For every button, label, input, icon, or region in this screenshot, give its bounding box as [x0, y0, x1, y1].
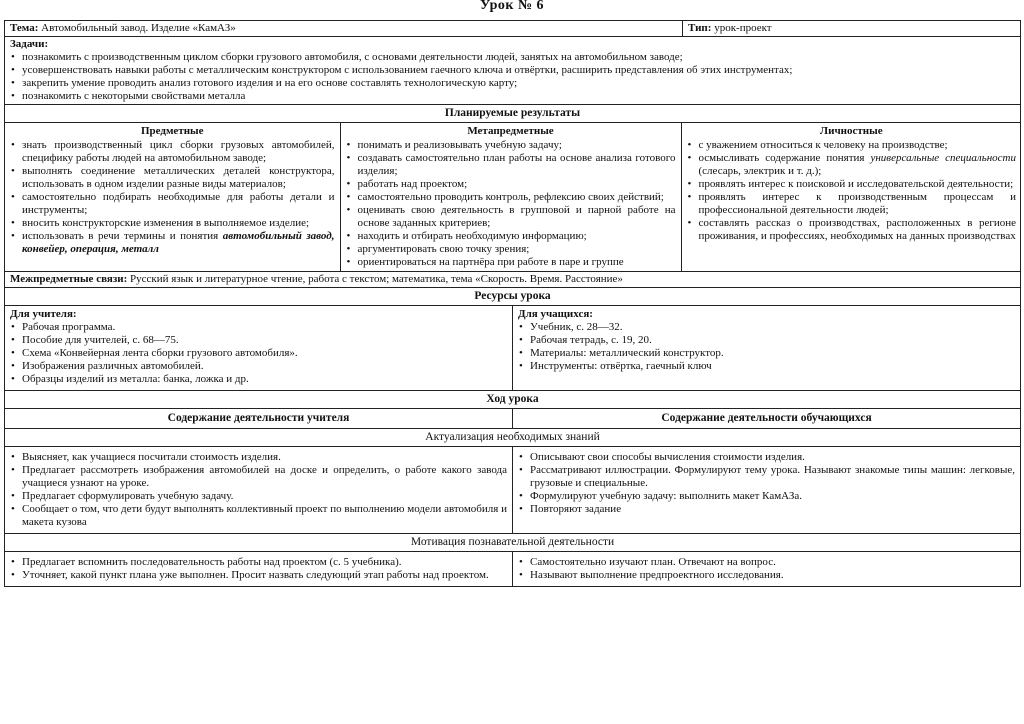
interdisciplinary-value: Русский язык и литературное чтение, работа с текстом; математика, тема «Скорость. Время. Расстояние» — [130, 273, 623, 285]
type-value: урок-проект — [714, 22, 772, 34]
personal-results — [681, 123, 1021, 271]
stage-title: Актуализация необходимых знаний — [5, 429, 1021, 447]
lesson-flow-columns-row — [5, 409, 1021, 429]
list-item: • оценивать свою деятельность в групповой и парной работе на основе заданных критериев; — [346, 204, 676, 230]
list-item: • составлять рассказ о производствах, расположенных в регионе проживания, и профессиях, необходимых на данных производствах — [687, 217, 1017, 243]
list-item: • ориентироваться на партнёра при работе в паре и группе — [346, 256, 676, 269]
list-item: • с уважением относиться к человеку на производстве; — [687, 139, 1017, 152]
student-column-header: Содержание деятельности обучающихся — [513, 409, 1021, 429]
results-columns — [5, 123, 1021, 271]
list-item: • осмысливать содержание понятия универсальные специальности (слесарь, электрик и т. д.); — [687, 152, 1017, 178]
teacher-resources — [5, 306, 513, 391]
tasks-cell — [5, 37, 1021, 105]
topic-label: Тема: — [10, 22, 39, 34]
lesson-plan-table — [4, 20, 1021, 587]
stage-header-row — [5, 534, 1021, 552]
list-item: • Называют выполнение предпроектного исследования. — [518, 569, 1015, 582]
results-title: Планируемые результаты — [5, 105, 1021, 123]
student-resources — [513, 306, 1021, 391]
list-item: • Рассматривают иллюстрации. Формулируют тему урока. Называют знакомые типы машин: легковые, грузовые и специальные. — [518, 464, 1015, 490]
list-item: • проявлять интерес к производственным процессам и профессиональной деятельности людей; — [687, 191, 1017, 217]
stage-row — [5, 447, 1021, 534]
list-item: • Уточняет, какой пункт плана уже выполнен. Просит назвать следующий этап работы над проектом. — [10, 569, 507, 582]
list-item: • Рабочая тетрадь, с. 19, 20. — [518, 334, 1015, 347]
list-item: • знать производственный цикл сборки грузовых автомобилей, специфику работы людей на автомобильном заводе; — [10, 139, 335, 165]
tasks-row — [5, 37, 1021, 105]
stage-row — [5, 552, 1021, 587]
list-item: • Рабочая программа. — [10, 321, 507, 334]
lesson-flow-header-row — [5, 391, 1021, 409]
list-item: • выполнять соединение металлических деталей конструктора, использовать в одном изделии разные виды материалов; — [10, 165, 335, 191]
tasks-label: Задачи: — [10, 38, 49, 50]
list-item: • Описывают свои способы вычисления стоимости изделия. — [518, 451, 1015, 464]
list-item: • Самостоятельно изучают план. Отвечают на вопрос. — [518, 556, 1015, 569]
subject-results — [5, 123, 340, 271]
list-item: • Формулируют учебную задачу: выполнить макет КамАЗа. — [518, 490, 1015, 503]
personal-results-title: Личностные — [819, 125, 883, 137]
list-item: • самостоятельно проводить контроль, рефлексию своих действий; — [346, 191, 676, 204]
topic-value: Автомобильный завод. Изделие «КамАЗ» — [41, 22, 236, 34]
results-header-row — [5, 105, 1021, 123]
stage-title: Мотивация познавательной деятельности — [5, 534, 1021, 552]
stage-student-activity — [513, 552, 1021, 587]
lesson-flow-title: Ход урока — [5, 391, 1021, 409]
list-item: • Сообщает о том, что дети будут выполнять коллективный проект по выполнению модели автомобиля и макета кузова — [10, 503, 507, 529]
student-resources-label: Для учащихся: — [518, 308, 593, 320]
list-item: • использовать в речи термины и понятия автомобильный завод, конвейер, операция, металл — [10, 230, 335, 256]
interdisciplinary-row — [5, 272, 1021, 288]
list-item: • Образцы изделий из металла: банка, ложка и др. — [10, 373, 507, 386]
topic-cell — [5, 21, 683, 37]
list-item: • Изображения различных автомобилей. — [10, 360, 507, 373]
lesson-number: Урок № 6 — [479, 0, 545, 13]
list-item: • усовершенствовать навыки работы с металлическим конструктором с использованием гаечного ключа и отвёртки, расширить представления об этих инструментах; — [10, 64, 1015, 77]
teacher-column-header: Содержание деятельности учителя — [5, 409, 513, 429]
meta-results — [340, 123, 681, 271]
list-item: • Повторяют задание — [518, 503, 1015, 516]
list-item: • вносить конструкторские изменения в выполняемое изделие; — [10, 217, 335, 230]
teacher-resources-label: Для учителя: — [10, 308, 77, 320]
meta-results-title: Метапредметные — [467, 125, 554, 137]
results-row — [5, 123, 1021, 272]
list-item: • понимать и реализовывать учебную задачу; — [346, 139, 676, 152]
list-item: • Пособие для учителей, с. 68—75. — [10, 334, 507, 347]
list-item: • Предлагает рассмотреть изображения автомобилей на доске и определить, о работе какого завода учащиеся узнают на уроке. — [10, 464, 507, 490]
resources-row — [5, 306, 1021, 391]
type-cell — [683, 21, 1021, 37]
list-item: • создавать самостоятельно план работы на основе анализа готового изделия; — [346, 152, 676, 178]
tasks-list — [10, 51, 1015, 103]
list-item: • Инструменты: отвёртка, гаечный ключ — [518, 360, 1015, 373]
list-item: • находить и отбирать необходимую информацию; — [346, 230, 676, 243]
resources-title: Ресурсы урока — [5, 288, 1021, 306]
resources-header-row — [5, 288, 1021, 306]
list-item: • Выясняет, как учащиеся посчитали стоимость изделия. — [10, 451, 507, 464]
list-item: • самостоятельно подбирать необходимые для работы детали и инструменты; — [10, 191, 335, 217]
list-item: • аргументировать свою точку зрения; — [346, 243, 676, 256]
interdisciplinary-label: Межпредметные связи: — [10, 273, 128, 285]
list-item: • познакомить с некоторыми свойствами металла — [10, 90, 1015, 103]
subject-results-title: Предметные — [140, 125, 204, 137]
list-item: • Материалы: металлический конструктор. — [518, 347, 1015, 360]
list-item: • проявлять интерес к поисковой и исследовательской деятельности; — [687, 178, 1017, 191]
list-item: • закрепить умение проводить анализ готового изделия и на его основе составлять технологическую карту; — [10, 77, 1015, 90]
stage-teacher-activity — [5, 447, 513, 534]
list-item: • Предлагает сформулировать учебную задачу. — [10, 490, 507, 503]
list-item: • работать над проектом; — [346, 178, 676, 191]
type-label: Тип: — [688, 22, 712, 34]
stage-teacher-activity — [5, 552, 513, 587]
topic-row — [5, 21, 1021, 37]
list-item: • Учебник, с. 28—32. — [518, 321, 1015, 334]
stage-student-activity — [513, 447, 1021, 534]
list-item: • Схема «Конвейерная лента сборки грузового автомобиля». — [10, 347, 507, 360]
list-item: • познакомить с производственным циклом сборки грузового автомобиля, с основами деятельности людей, занятых на автомобильном заводе; — [10, 51, 1015, 64]
stage-header-row — [5, 429, 1021, 447]
list-item: • Предлагает вспомнить последовательность работы над проектом (с. 5 учебника). — [10, 556, 507, 569]
